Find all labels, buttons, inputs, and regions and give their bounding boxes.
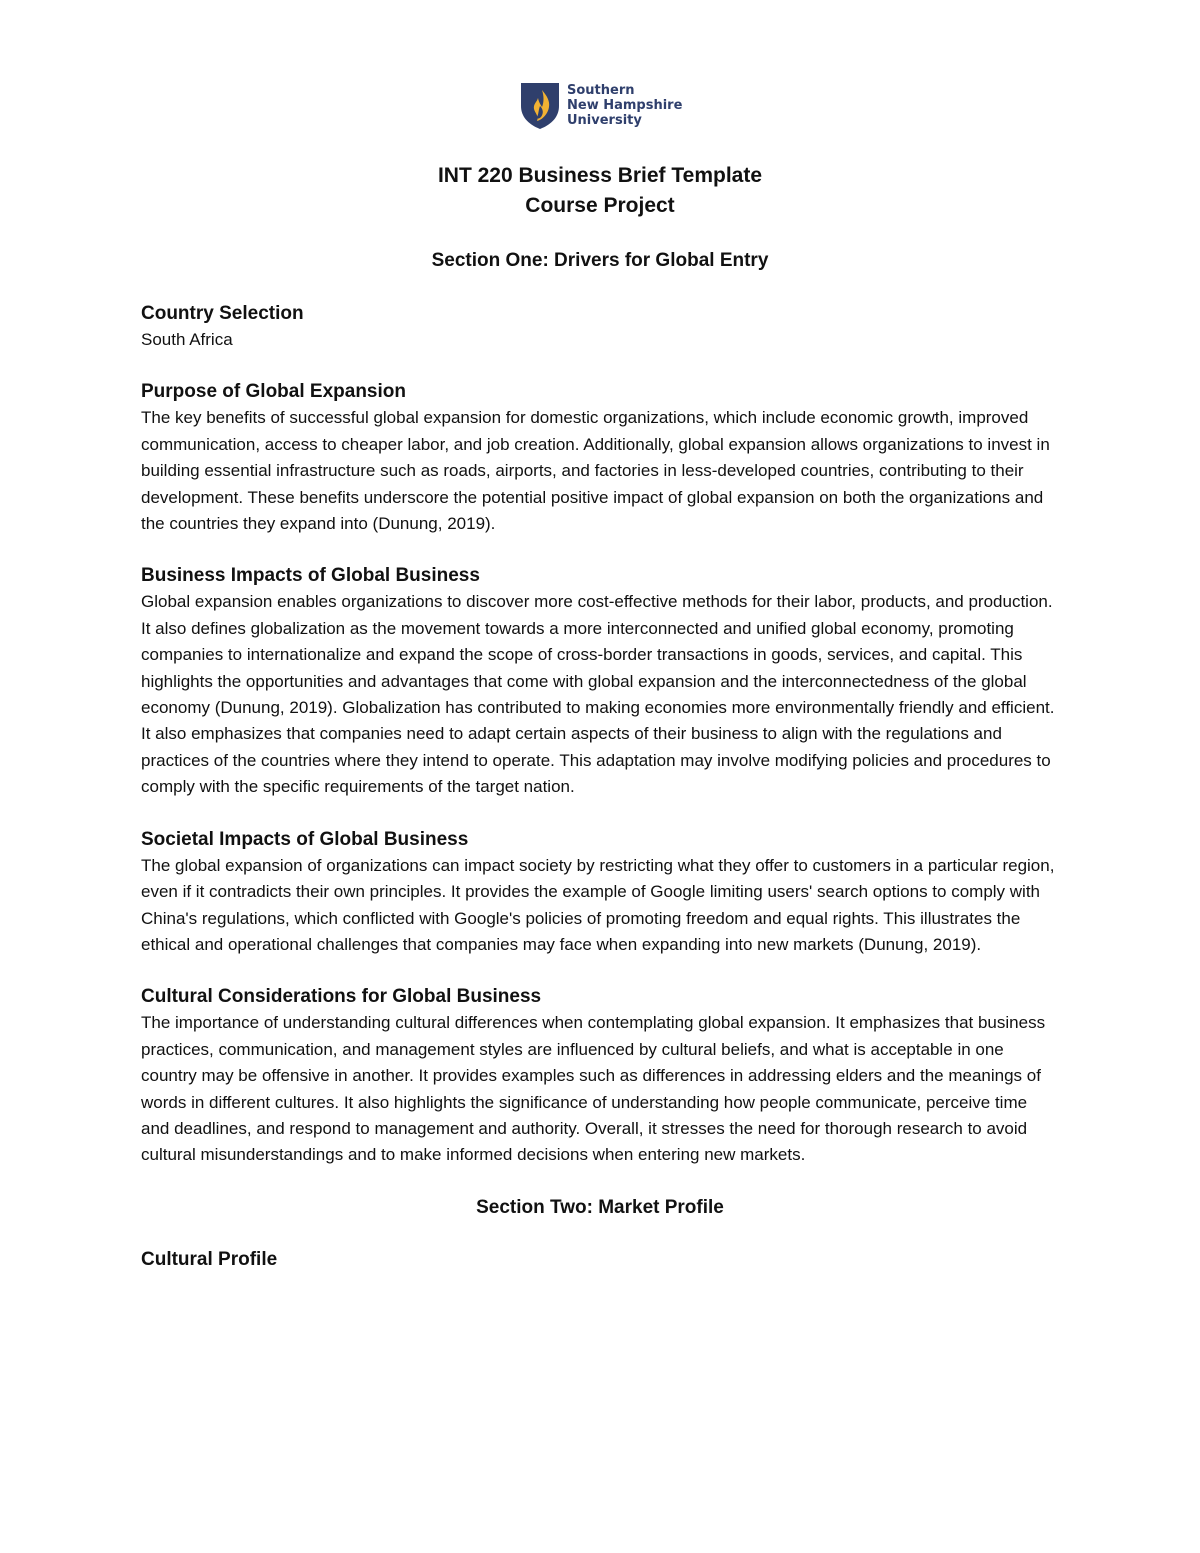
logo-line-1: Southern — [567, 83, 635, 98]
cultural-considerations-heading: Cultural Considerations for Global Business — [141, 986, 542, 1008]
document-title: INT 220 Business Brief Template — [437, 164, 763, 187]
business-impacts-body: Global expansion enables organizations to discover more cost-effective methods for their labor, products, and production. It also defines globalization as the movement towards a more interconnected and unified global economy, promoting companies to internationalize and expand the scope of cross-border transactions in goods, services, and capital. This highlights the opportunities and advantages that come with global expansion and the interconnectedness of the global economy (Dunung, 2019). Globalization has contributed to making economies more environmentally friendly and efficient. It also emphasizes that companies need to adapt certain aspects of their business to align with the regulations and practices of the countries where they intend to operate. This adaptation may involve modifying policies and procedures to comply with the specific requirements of the target nation. — [141, 592, 1055, 797]
business-impacts-heading: Business Impacts of Global Business — [141, 565, 480, 587]
cultural-considerations-body: The importance of understanding cultural differences when contemplating global expansion. It emphasizes that business practices, communication, and management styles are influenced by cultural beliefs, and what is acceptable in one country may be offensive in another. It provides examples such as differences in addressing elders and the meanings of words in different cultures. It also highlights the significance of understanding how people communicate, perceive time and deadlines, and respond to management and authority. Overall, it stresses the need for thorough research to avoid cultural misunderstandings and to make informed decisions when entering new markets. — [141, 1013, 1046, 1165]
purpose-heading: Purpose of Global Expansion — [141, 381, 406, 403]
logo-line-3: University — [567, 113, 642, 128]
document-subtitle: Course Project — [525, 194, 675, 217]
section-one-heading: Section One: Drivers for Global Entry — [431, 250, 769, 271]
societal-impacts-body: The global expansion of organizations can impact society by restricting what they offer to customers in a particular region, even if it contradicts their own principles. It provides the example of Google limiting users' search options to comply with China's regulations, which conflicted with Google's policies of promoting freedom and equal rights. This illustrates the ethical and operational challenges that companies may face when expanding into new markets (Dunung, 2019). — [141, 855, 1055, 954]
shield-flame-icon — [520, 82, 560, 130]
document-header — [141, 161, 1059, 221]
document-body — [141, 161, 1061, 1273]
section-two-heading: Section Two: Market Profile — [476, 1196, 724, 1218]
snhu-logo — [520, 82, 700, 134]
logo-line-2: New Hampshire — [567, 98, 683, 113]
purpose-body: The key benefits of successful global expansion for domestic organizations, which include economic growth, improved communication, access to cheaper labor, and job creation. Additionally, global expansion allows organizations to invest in building essential infrastructure such as roads, airports, and factories in less-developed countries, contributing to their development. These benefits underscore the potential positive impact of global expansion on both the organizations and the countries they expand into (Dunung, 2019). — [141, 408, 1050, 534]
logo-wordmark — [567, 83, 682, 128]
country-selection-heading: Country Selection — [141, 303, 304, 324]
country-selection-value: South Africa — [141, 330, 233, 349]
societal-impacts-heading: Societal Impacts of Global Business — [141, 828, 469, 850]
cultural-profile-heading: Cultural Profile — [141, 1248, 278, 1270]
